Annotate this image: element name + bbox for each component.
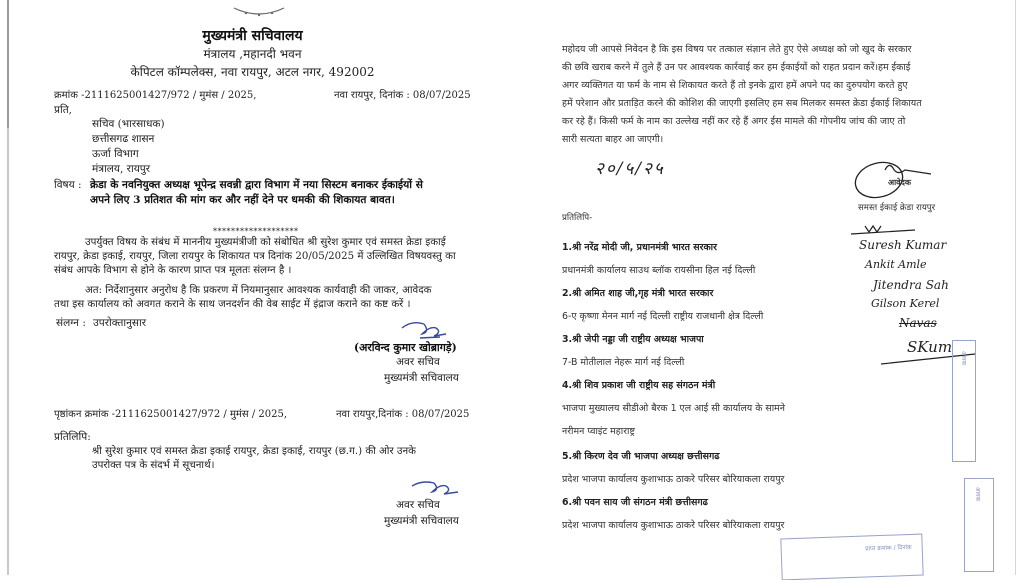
complaint-body-line: अगर व्यक्तिगत या फर्म के नाम से शिकायत करते हैं तो इनके द्वारा हमें अपने पद का दुरुपयोग करते हुए — [562, 80, 908, 91]
copy-address: प्रदेश भाजपा कार्यालय कुशाभाऊ ठाकरे परिसर बोरियाकला रायपुर — [562, 474, 785, 485]
endorsement-date: नवा रायपुर,दिनांक : 08/07/2025 — [336, 409, 470, 420]
copy-text-line: श्री सुरेश कुमार एवं समस्त क्रेडा इकाई रायपुर, क्रेडा इकाई, रायपुर (छ.ग.) की ओर उनके — [92, 446, 416, 457]
signatory-office: मुख्यमंत्री सचिवालय — [384, 372, 459, 384]
left-letter-page — [0, 0, 505, 575]
copy-address: प्रधानमंत्री कार्यालय साउथ ब्लॉक रायसीना हिल नई दिल्ली — [562, 265, 756, 276]
complaint-body-line: कर रहे हैं। किसी फर्म के नाम का उल्लेख नहीं कर रहे हैं अगर ईस मामले की गोपनीय जांच की जाए तो — [562, 116, 906, 127]
copy-recipient: 6.श्री पवन साय जी संगठन मंत्री छत्तीसगढ — [562, 497, 708, 508]
handwritten-name: Ankit Amle — [865, 258, 927, 271]
signatory-designation: अवर सचिव — [396, 356, 440, 368]
handwritten-name: Gilson Kerel — [871, 297, 940, 310]
body-paragraph-line: संबंध आपके विभाग से होने के कारण प्राप्त पत्र मूलतः संलग्न है । — [54, 265, 292, 276]
copy-label: प्रतिलिपि: — [54, 431, 91, 443]
copy-address: 7-B मोतीलाल नेहरू मार्ग नई दिल्ली — [562, 357, 685, 368]
body-paragraph-line: उपर्युक्त विषय के संबंध में माननीय मुख्यमंत्रीजी को संबोधित श्री सुरेश कुमार एवं समस्त क्रेडा इकाई — [85, 237, 446, 248]
signature-icon — [400, 318, 450, 340]
to-label: प्रति, — [54, 104, 73, 116]
copy-text-line: उपरोक्त पत्र के संदर्भ में सूचनार्थ। — [92, 460, 215, 471]
government-emblem-icon — [232, 6, 286, 18]
signatory-name: (अरविन्द कुमार खोब्रागड़े) — [354, 341, 457, 354]
subject-line: क्रेडा के नवनियुक्त अध्यक्ष भूपेन्द्र सवन्नी द्वारा विभाग में नया सिस्टम बनाकर ईकाईयों से — [90, 179, 423, 191]
handwritten-name: Jitendra Sah — [873, 278, 949, 292]
right-letter-page — [519, 0, 1024, 575]
received-stamp — [952, 340, 976, 462]
page-edge — [1015, 0, 1016, 575]
recipient-line: सचिव (भारसाधक) — [92, 118, 165, 130]
page-border — [7, 128, 9, 575]
stamp-text: आवक — [974, 487, 981, 502]
copy-recipient: 2.श्री अमित शाह जी,गृह मंत्री भारत सरकार — [562, 288, 714, 299]
receipt-stamp — [780, 534, 923, 580]
handwritten-name: Navas — [899, 316, 937, 330]
body-paragraph-line: अत: निर्देशानुसार अनुरोध है कि प्रकरण में नियमानुसार आवश्यक कार्यवाही की जाकर, आवेदक — [85, 285, 432, 296]
enclosure-value: उपरोक्तानुसार — [93, 317, 147, 329]
body-paragraph-line: तथा इस कार्यालय को अवगत कराने के साथ जनदर्शन की वेब साईट में इंद्राज कराने का कष्ट करें । — [54, 299, 411, 310]
signature-icon — [410, 478, 462, 498]
recipient-line: छत्तीसगढ शासन — [92, 133, 155, 145]
applicant-group: समस्त ईकाई क्रेडा रायपुर — [858, 203, 936, 213]
copy-address: नरीमन प्वाइंट महाराष्ट्र — [562, 426, 635, 437]
enclosure-label: संलग्न : — [56, 317, 86, 329]
reference-number: क्रमांक -2111625001427/972 / मुमंस / 2025, — [54, 90, 257, 101]
place-date: नवा रायपुर, दिनांक : 08/07/2025 — [334, 90, 471, 101]
recipient-line: मंत्रालय, रायपुर — [92, 163, 151, 175]
endorsement-office: मुख्यमंत्री सचिवालय — [384, 515, 459, 527]
copy-recipient: 4.श्री शिव प्रकाश जी राष्ट्रीय सह संगठन मंत्री — [562, 380, 716, 391]
copy-recipient: 1.श्री नरेंद्र मोदी जी, प्रधानमंत्री भारत सरकार — [562, 242, 717, 253]
copy-address: भाजपा मुख्यालय सीडीओ बैरक 1 एल आई सी कार्यालय के सामने — [562, 403, 785, 414]
complaint-body-line: महोदय जी आपसे निवेदन है कि इस विषय पर तत्काल संज्ञान लेते हुए ऐसे अध्यक्ष को जो खुद के सरकार — [562, 44, 912, 55]
stamp-text: प्राप्त क्रमांक / दिनांक — [865, 543, 912, 553]
endorsement-designation: अवर सचिव — [396, 499, 440, 511]
office-address: केपिटल कॉम्पलेक्स, नवा रायपुर, अटल नगर, 492002 — [130, 65, 375, 79]
stamp-text: आवक — [960, 351, 967, 366]
copy-recipient: 5.श्री किरण देव जी भाजपा अध्यक्ष छत्तीसगढ — [562, 451, 720, 462]
handwritten-name: Suresh Kumar — [859, 238, 947, 252]
copy-address: प्रदेश भाजपा कार्यालय कुशाभाऊ ठाकरे परिसर बोरियाकला रायपुर — [562, 520, 785, 531]
handwritten-signature-icon — [849, 222, 929, 236]
applicant-label: आवेदक — [888, 178, 912, 187]
subject-line: अपने लिए 3 प्रतिशत की मांग कर और नहीं देने पर धमकी की शिकायत बावत। — [90, 194, 395, 206]
recipient-line: ऊर्जा विभाग — [92, 148, 139, 160]
complaint-body-line: हमें परेशान और प्रताड़ित करने की कोशिश की जाएगी इसलिए हम सब मिलकर समस्त क्रेडा ईकाई शिकायत — [562, 98, 922, 109]
complaint-body-line: की छवि खराब करने में तुले हैं उन पर आवश्यक कार्रवाई कर हम ईकाईयों को राहत प्रदान करें।हम ईकाई — [562, 62, 911, 73]
office-building: मंत्रालय ,महानदी भवन — [203, 47, 302, 61]
inward-stamp — [964, 478, 994, 572]
handwritten-date: २०/५/२५ — [595, 159, 665, 179]
subject-label: विषय : — [54, 179, 82, 191]
copy-label: प्रतिलिपि- — [562, 213, 593, 223]
copy-recipient: 3.श्री जेपी नड्डा जी राष्ट्रीय अध्यक्ष भाजपा — [562, 334, 704, 345]
separator: ******************* — [213, 227, 299, 236]
endorsement-number: पृष्ठांकन क्रमांक -2111625001427/972 / मुमंस / 2025, — [54, 409, 288, 420]
handwritten-name: SKum — [907, 338, 953, 356]
body-paragraph-line: रायपुर, क्रेडा इकाई, रायपुर, जिला रायपुर के शिकायत पत्र दिनांक 20/05/2025 में उल्लिखित विषयवस्तु का — [54, 251, 456, 262]
copy-address: 6-ए कृष्णा मेनन मार्ग नई दिल्ली राष्ट्रीय राजधानी क्षेत्र दिल्ली — [562, 311, 764, 322]
office-title: मुख्यमंत्री सचिवालय — [202, 28, 303, 44]
complaint-body-line: सारी सत्यता बाहर आ जाएगी। — [562, 134, 664, 145]
